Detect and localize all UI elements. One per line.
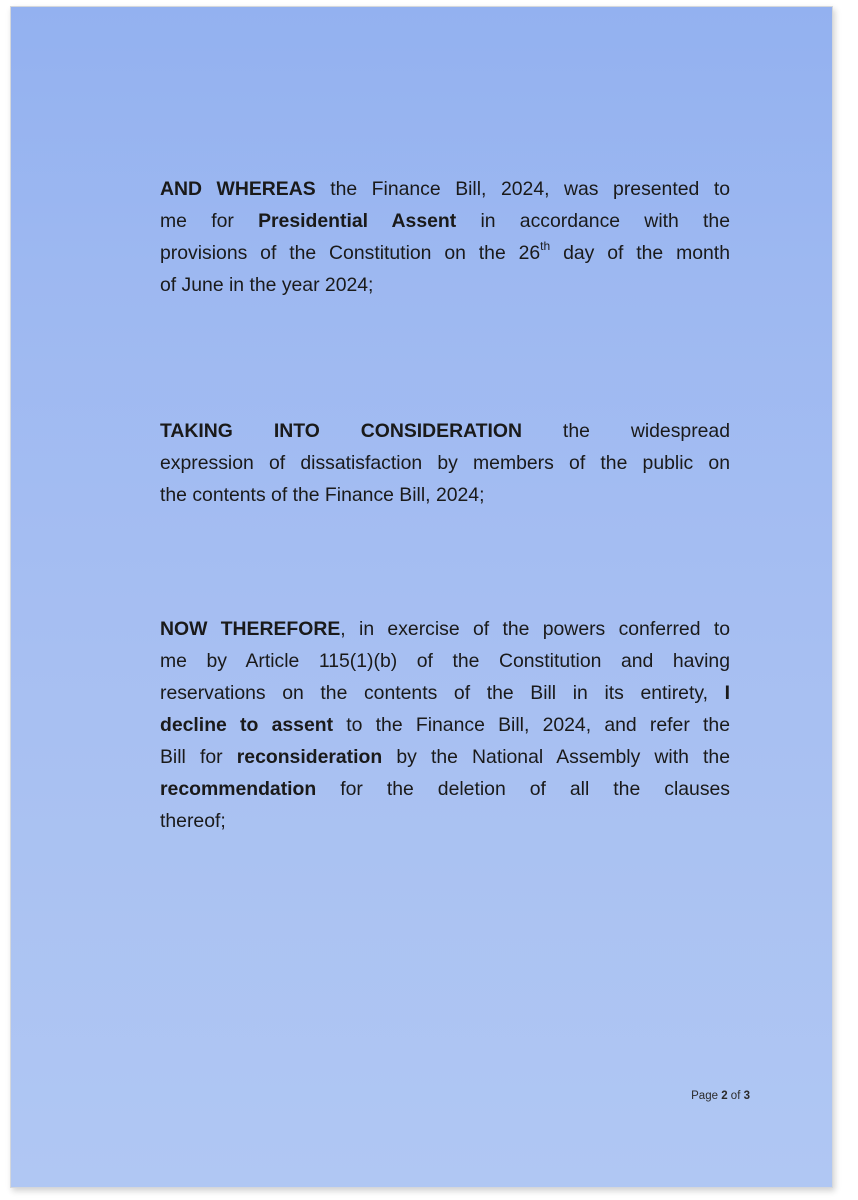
text-line <box>160 741 730 773</box>
text-line <box>160 805 730 837</box>
text-line <box>160 677 730 709</box>
text-line <box>160 479 730 511</box>
text-run: the Finance Bill, 2024, was presented to <box>315 178 730 200</box>
bold-lead: NOW THEREFORE <box>160 618 341 640</box>
bold-phrase: reconsideration <box>236 746 383 768</box>
text-run: for the deletion of all the clauses <box>316 778 730 800</box>
text-run: the contents of the Finance Bill, 2024; <box>160 484 485 506</box>
text-run: reservations on the contents of the Bill in its entirety, <box>160 682 725 704</box>
text-line <box>160 773 730 805</box>
paragraph-now-therefore <box>160 613 730 837</box>
text-line <box>160 645 730 677</box>
text-run: to the Finance Bill, 2024, and refer the <box>333 714 730 736</box>
bold-lead: TAKING INTO CONSIDERATION <box>160 420 522 442</box>
text-run: me by Article 115(1)(b) of the Constitution and having <box>160 650 730 672</box>
text-line <box>160 269 730 301</box>
text-run: the widespread <box>521 420 731 442</box>
text-run: thereof; <box>160 810 226 832</box>
text-run: me for <box>160 210 259 232</box>
text-line <box>160 205 730 237</box>
page-number <box>691 1090 750 1102</box>
text-line <box>160 415 730 447</box>
text-run: , in exercise of the powers conferred to <box>340 618 730 640</box>
text-run: of June in the year 2024; <box>160 274 374 296</box>
total-pages: 3 <box>743 1090 750 1102</box>
page-label: Page <box>691 1090 722 1102</box>
current-page: 2 <box>721 1090 728 1102</box>
paragraph-taking-into-consideration <box>160 415 730 511</box>
text-run: Bill for <box>160 746 237 768</box>
text-run: day of the month <box>550 242 730 264</box>
document-page <box>10 6 833 1188</box>
paragraph-and-whereas <box>160 173 730 301</box>
bold-phrase: recommendation <box>160 778 317 800</box>
text-line <box>160 237 730 269</box>
page-of-label: of <box>727 1090 744 1102</box>
text-run: provisions of the Constitution on the 26 <box>160 242 541 264</box>
text-run: by the National Assembly with the <box>382 746 730 768</box>
text-line <box>160 613 730 645</box>
text-line <box>160 709 730 741</box>
text-line <box>160 173 730 205</box>
ordinal-superscript: th <box>540 238 551 253</box>
bold-lead: AND WHEREAS <box>160 178 316 200</box>
text-line <box>160 447 730 479</box>
text-run: in accordance with the <box>456 210 731 232</box>
text-run: expression of dissatisfaction by members of the public on <box>160 452 730 474</box>
bold-phrase: decline to assent <box>160 714 334 736</box>
bold-phrase: I <box>724 682 730 704</box>
bold-phrase: Presidential Assent <box>258 210 457 232</box>
